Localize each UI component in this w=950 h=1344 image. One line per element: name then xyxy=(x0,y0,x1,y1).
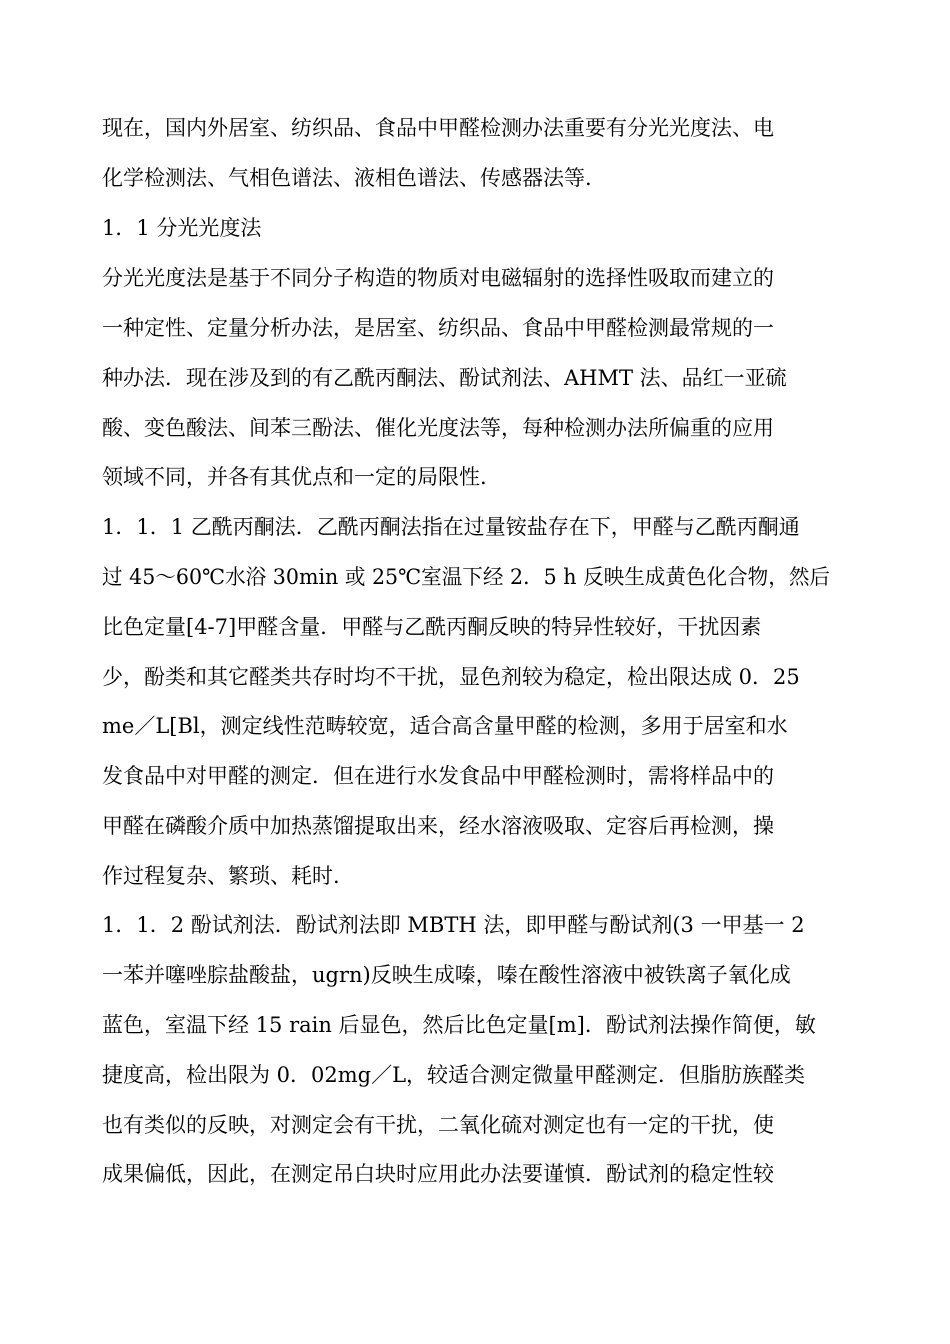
text-line: 种办法．现在涉及到的有乙酰丙酮法、酚试剂法、AHMT 法、品红一亚硫 xyxy=(102,366,787,390)
text-line: 分光光度法是基于不同分子构造的物质对电磁辐射的选择性吸取而建立的 xyxy=(102,266,774,290)
text-line: me／L[Bl，测定线性范畴较宽，适合高含量甲醛的检测，多用于居室和水 xyxy=(102,714,788,738)
text-line: 领域不同，并各有其优点和一定的局限性. xyxy=(102,465,487,489)
text-line: 酸、变色酸法、间苯三酚法、催化光度法等，每种检测办法所偏重的应用 xyxy=(102,416,774,440)
text-line: 一苯并噻唑腙盐酸盐，ugrn)反映生成嗪，嗪在酸性溶液中被铁离子氧化成 xyxy=(102,963,791,987)
text-line: 蓝色，室温下经 15 rain 后显色，然后比色定量[m]．酚试剂法操作简便，敏 xyxy=(102,1013,816,1037)
text-line: 少，酚类和其它醛类共存时均不干扰，显色剂较为稳定，检出限达成 0．25 xyxy=(102,665,800,689)
text-line: 1．1．1 乙酰丙酮法．乙酰丙酮法指在过量铵盐存在下，甲醛与乙酰丙酮通 xyxy=(102,515,800,539)
text-line: 发食品中对甲醛的测定．但在进行水发食品中甲醛检测时，需将样品中的 xyxy=(102,764,774,788)
text-line: 化学检测法、气相色谱法、液相色谱法、传感器法等. xyxy=(102,166,592,190)
text-line: 过 45～60℃水浴 30min 或 25℃室温下经 2．5 h 反映生成黄色化合物，然后 xyxy=(102,565,830,589)
text-line: 甲醛在磷酸介质中加热蒸馏提取出来，经水溶液吸取、定容后再检测，操 xyxy=(102,814,774,838)
text-line: 成果偏低，因此，在测定吊白块时应用此办法要谨慎．酚试剂的稳定性较 xyxy=(102,1162,774,1186)
text-line: 也有类似的反映，对测定会有干扰，二氧化硫对测定也有一定的干扰，使 xyxy=(102,1113,774,1137)
text-line: 1．1．2 酚试剂法．酚试剂法即 MBTH 法，即甲醛与酚试剂(3 一甲基一 2 xyxy=(102,913,805,937)
section-heading: 1．1 分光光度法 xyxy=(102,216,262,240)
text-line: 捷度高，检出限为 0．02mg／L，较适合测定微量甲醛测定．但脂肪族醛类 xyxy=(102,1063,806,1087)
text-line: 比色定量[4-7]甲醛含量．甲醛与乙酰丙酮反映的特异性较好，干扰因素 xyxy=(102,615,762,639)
text-line: 一种定性、定量分析办法，是居室、纺织品、食品中甲醛检测最常规的一 xyxy=(102,316,774,340)
text-line: 现在，国内外居室、纺织品、食品中甲醛检测办法重要有分光光度法、电 xyxy=(102,116,774,140)
text-line: 作过程复杂、繁琐、耗时. xyxy=(102,864,340,888)
